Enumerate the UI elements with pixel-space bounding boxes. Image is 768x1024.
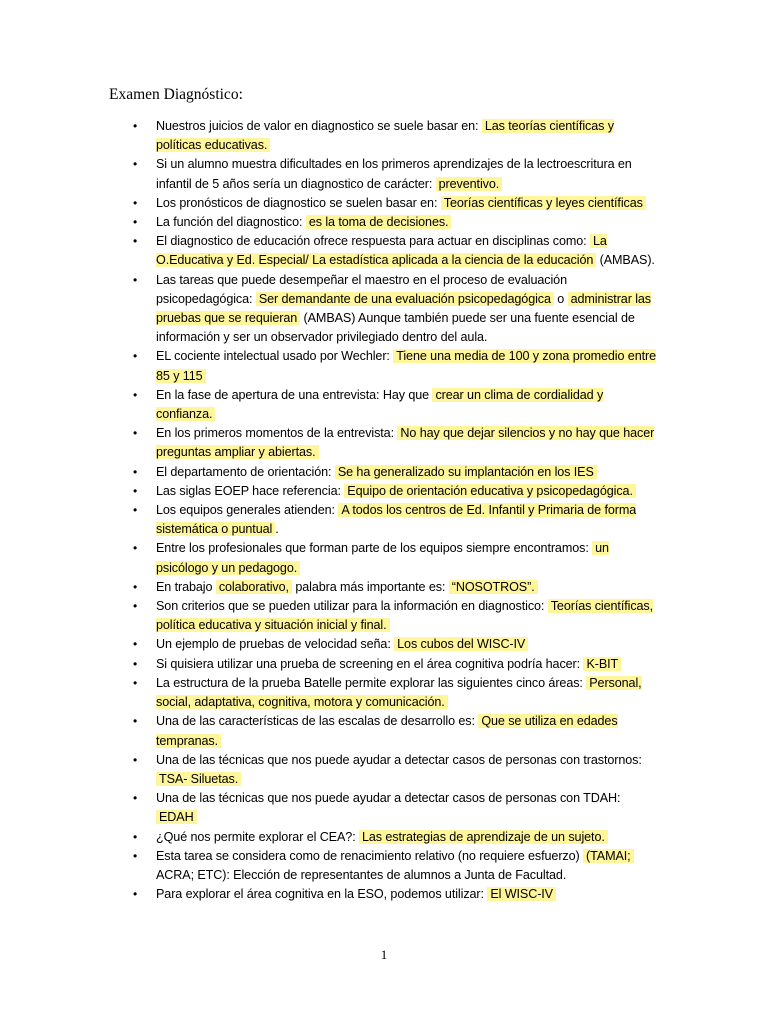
highlighted-answer: Los cubos del WISC-IV — [394, 637, 528, 651]
item-text: Nuestros juicios de valor en diagnostico se suele basar en: — [156, 119, 482, 133]
item-text: En los primeros momentos de la entrevista: — [156, 426, 398, 441]
list-item — [0, 597, 661, 635]
list-item — [0, 655, 661, 674]
highlighted-answer: Que se utiliza en edades tempranas. — [156, 714, 618, 748]
list-item — [0, 539, 661, 577]
highlighted-answer: Equipo de orientación educativa y psicopedagógica. — [344, 484, 636, 498]
highlighted-answer: La O.Educativa y Ed. Especial/ La estadística aplicada a la ciencia de la educación — [156, 234, 607, 268]
item-text: Las siglas EOEP hace referencia: — [156, 483, 345, 498]
list-item — [0, 347, 661, 385]
highlighted-answer: colaborativo, — [216, 580, 292, 594]
item-text: . — [275, 522, 279, 537]
highlighted-answer: (TAMAI; — [583, 849, 634, 863]
item-text: En la fase de apertura de una entrevista: Hay que — [156, 387, 433, 402]
bullet-icon: • — [133, 541, 138, 556]
item-text: ACRA; ETC): Elección de representantes de alumnos a Junta de Facultad. — [156, 867, 567, 882]
list-item — [0, 213, 661, 232]
list-item — [0, 232, 661, 270]
list-item — [0, 463, 661, 482]
bullet-icon: • — [133, 119, 138, 133]
bullet-icon: • — [133, 579, 138, 594]
highlighted-answer: Personal, social, adaptativa, cognitiva, motora y comunicación. — [156, 675, 642, 710]
item-text: El diagnostico de educación ofrece respuesta para actuar en disciplinas como: — [156, 234, 590, 249]
bullet-icon: • — [133, 656, 138, 671]
highlighted-answer: EDAH — [156, 810, 197, 824]
list-item — [0, 194, 661, 213]
item-text: Una de las características de las escalas de desarrollo es: — [156, 714, 479, 729]
bullet-icon: • — [133, 387, 138, 402]
item-text: (AMBAS). — [596, 253, 655, 268]
list-item — [0, 674, 661, 712]
list-item — [0, 424, 661, 462]
item-text: Esta tarea se considera como de renacimiento relativo (no requiere esfuerzo) — [156, 848, 584, 863]
bullet-icon: • — [133, 714, 138, 729]
highlighted-answer: No hay que dejar silencios y no hay que hacer preguntas ampliar y abiertas. — [156, 426, 655, 460]
item-text: palabra más importante es: — [291, 579, 449, 594]
bullet-icon: • — [133, 195, 138, 210]
highlighted-answer: Se ha generalizado su implantación en los IES — [335, 465, 597, 479]
list-item — [0, 271, 661, 348]
item-text: Un ejemplo de pruebas de velocidad seña: — [156, 637, 395, 652]
highlighted-answer: administrar las pruebas que se requieran — [156, 291, 651, 326]
bullet-icon: • — [133, 503, 138, 518]
item-text: (AMBAS) Aunque también puede ser una fuente esencial de información y ser un observador privilegiado dentro del aula. — [156, 311, 635, 345]
item-text: Las tareas que puede desempeñar el maestro en el proceso de evaluación psicopedagógica: — [156, 272, 567, 306]
bullet-icon: • — [133, 234, 138, 249]
bullet-icon: • — [133, 752, 138, 767]
highlighted-answer: Teorías científicas, política educativa y situación inicial y final. — [156, 599, 654, 633]
bullet-icon: • — [133, 483, 138, 498]
highlighted-answer: Las teorías científicas y políticas educativas. — [156, 119, 614, 153]
page-number: 1 — [380, 947, 388, 962]
highlighted-answer: TSA- Siluetas. — [156, 772, 241, 786]
bullet-icon: • — [133, 829, 138, 844]
highlighted-answer: Tiene una media de 100 y zona promedio entre 85 y 115 — [156, 349, 657, 383]
item-text: Los pronósticos de diagnostico se suelen basar en: — [156, 195, 441, 210]
highlighted-answer: “NOSOTROS”. — [449, 580, 538, 594]
bullet-icon: • — [133, 599, 138, 614]
item-text: Para explorar el área cognitiva en la ESO, podemos utilizar: — [156, 887, 488, 902]
bullet-icon: • — [133, 272, 138, 287]
bullet-icon: • — [133, 848, 138, 863]
document-title: Examen Diagnóstico: — [109, 86, 243, 103]
item-text: Entre los profesionales que forman parte de los equipos siempre encontramos: — [156, 541, 593, 556]
item-text: Si un alumno muestra dificultades en los primeros aprendizajes de la lectroescritura en infantil de 5 años sería un diagnostico de carácter: — [156, 157, 632, 191]
list-item — [0, 751, 661, 789]
bullet-icon: • — [133, 791, 138, 806]
question-list — [0, 117, 768, 904]
bullet-icon: • — [133, 464, 138, 479]
list-item — [0, 117, 661, 155]
item-text: ¿Qué nos permite explorar el CEA?: — [156, 829, 359, 844]
item-text: Los equipos generales atienden: — [156, 503, 339, 518]
list-item — [0, 789, 661, 827]
bullet-icon: • — [133, 887, 138, 902]
bullet-icon: • — [133, 426, 138, 441]
highlighted-answer: Ser demandante de una evaluación psicopedagógica — [256, 292, 554, 306]
list-item — [0, 635, 661, 654]
item-text: Una de las técnicas que nos puede ayudar a detectar casos de personas con TDAH: — [156, 791, 621, 806]
bullet-icon: • — [133, 215, 138, 230]
item-text: Son criterios que se pueden utilizar para la información en diagnostico: — [156, 599, 548, 614]
list-item — [0, 501, 661, 539]
highlighted-answer: un psicólogo y un pedagogo. — [156, 541, 609, 575]
list-item — [0, 386, 661, 424]
highlighted-answer: El WISC-IV — [487, 887, 556, 901]
item-text: EL cociente intelectual usado por Wechler: — [156, 349, 394, 364]
list-item — [0, 578, 661, 597]
list-item — [0, 155, 661, 193]
item-text: o — [553, 291, 568, 306]
list-item — [0, 712, 661, 750]
item-text: La función del diagnostico: — [156, 215, 306, 230]
highlighted-answer: A todos los centros de Ed. Infantil y Primaria de forma sistemática o puntual — [156, 503, 637, 537]
bullet-icon: • — [133, 349, 138, 364]
bullet-icon: • — [133, 157, 138, 172]
list-item — [0, 885, 661, 904]
bullet-icon: • — [133, 637, 138, 652]
item-text: El departamento de orientación: — [156, 464, 335, 479]
list-item — [0, 847, 661, 885]
item-text: Una de las técnicas que nos puede ayudar a detectar casos de personas con trastornos: — [156, 752, 642, 767]
highlighted-answer: K-BIT — [583, 657, 621, 671]
highlighted-answer: Las estrategias de aprendizaje de un sujeto. — [359, 830, 608, 844]
highlighted-answer: es la toma de decisiones. — [306, 215, 452, 229]
bullet-icon: • — [133, 675, 138, 690]
highlighted-answer: Teorías científicas y leyes científicas — [441, 196, 646, 210]
highlighted-answer: crear un clima de cordialidad y confianza. — [156, 387, 604, 422]
item-text: La estructura de la prueba Batelle permite explorar las siguientes cinco áreas: — [156, 675, 587, 690]
item-text: Si quisiera utilizar una prueba de screening en el área cognitiva podría hacer: — [156, 656, 584, 671]
list-item — [0, 828, 661, 847]
item-text: En trabajo — [156, 579, 216, 594]
highlighted-answer: preventivo. — [436, 177, 503, 191]
list-item — [0, 482, 661, 501]
